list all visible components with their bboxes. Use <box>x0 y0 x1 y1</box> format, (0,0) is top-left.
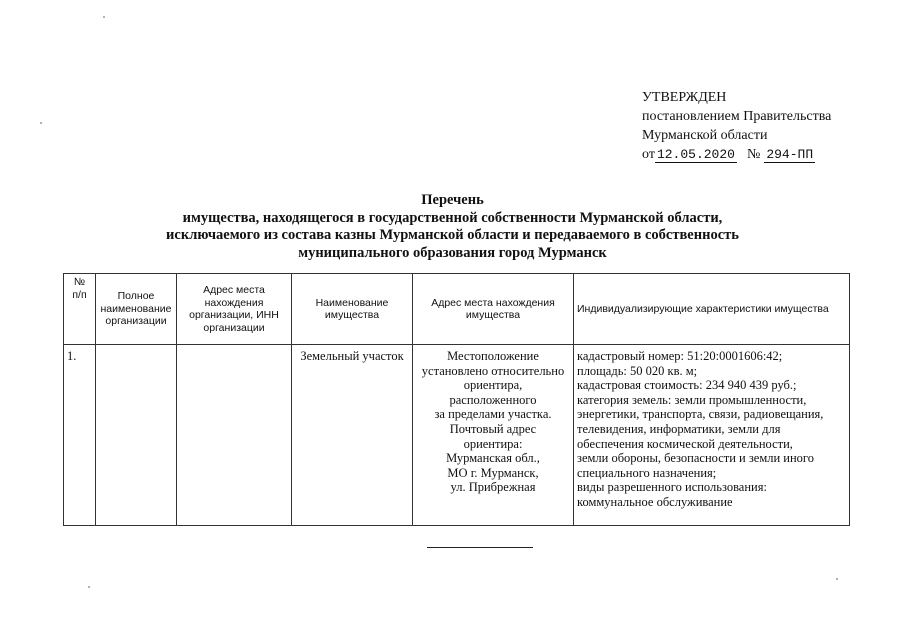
approval-region-line: Мурманской области <box>642 128 768 143</box>
address-line: Почтовый адрес <box>449 421 537 436</box>
characteristic-line: виды разрешенного использования: <box>577 480 767 495</box>
approval-stamp <box>642 88 831 164</box>
row-org-name <box>96 345 177 526</box>
scan-speck <box>103 16 105 18</box>
row-characteristics <box>574 345 850 526</box>
approval-number: 294-ПП <box>766 147 814 162</box>
characteristic-line: специального назначения; <box>577 465 717 480</box>
header-org-address: Адрес места нахождения организации, ИНН организации <box>177 274 292 345</box>
address-line: расположенного <box>449 392 537 407</box>
characteristic-line: площадь: 50 020 кв. м; <box>577 363 698 378</box>
header-num-sign: № <box>73 276 86 288</box>
address-line: ориентира, <box>463 378 523 393</box>
approval-date-number-line <box>642 145 831 164</box>
approval-heading: УТВЕРЖДЕН <box>642 90 727 105</box>
address-line: Мурманская обл., <box>446 451 540 466</box>
address-line: МО г. Мурманск, <box>447 465 539 480</box>
characteristic-line: кадастровая стоимость: 234 940 439 руб.; <box>577 378 797 393</box>
address-line: за пределами участка. <box>434 407 552 422</box>
approval-number-sign: № <box>746 147 761 162</box>
scan-speck <box>40 122 42 124</box>
header-property-address: Адрес места нахождения имущества <box>413 274 574 345</box>
title-line-1: Перечень <box>421 192 484 208</box>
address-line: ориентира: <box>463 436 523 451</box>
address-line: ул. Прибрежная <box>450 480 536 495</box>
characteristic-line: земли обороны, безопасности и земли иного <box>577 451 814 466</box>
table-header-row <box>64 274 850 345</box>
approval-decree-line: постановлением Правительства <box>642 109 832 124</box>
row-org-address <box>177 345 292 526</box>
characteristic-line: телевидения, информатики, земли для <box>577 421 781 436</box>
table-row <box>64 345 850 526</box>
row-property-address <box>413 345 574 526</box>
characteristic-line: кадастровый номер: 51:20:0001606:42; <box>577 349 783 363</box>
header-num-abbr: п/п <box>72 288 87 301</box>
address-line: Местоположение <box>447 349 539 363</box>
property-table <box>63 273 850 526</box>
characteristic-line: категория земель: земли промышленности, <box>577 392 807 407</box>
title-line-3: исключаемого из состава казны Мурманской области и передаваемого в собственность <box>166 227 739 243</box>
title-line-2: имущества, находящегося в государственной собственности Мурманской области, <box>182 209 723 226</box>
row-num: 1. <box>64 345 96 526</box>
header-characteristics: Индивидуализирующие характеристики имущества <box>574 274 850 345</box>
characteristic-line: обеспечения космической деятельности, <box>577 436 793 451</box>
scan-speck <box>836 578 838 580</box>
header-org-name: Полное наименование организации <box>96 274 177 345</box>
title-line-4: муниципального образования город Мурманск <box>298 244 607 261</box>
characteristic-line: коммунальное обслуживание <box>577 494 733 509</box>
document-title <box>0 192 905 262</box>
address-line: установлено относительно <box>421 363 565 378</box>
header-property-name: Наименование имущества <box>292 274 413 345</box>
end-of-document-rule <box>427 547 533 548</box>
scan-speck <box>88 586 90 588</box>
characteristic-line: энергетики, транспорта, связи, радиовещания, <box>577 407 824 422</box>
approval-date: 12.05.2020 <box>656 147 735 162</box>
approval-date-prefix: от <box>642 147 655 162</box>
row-property-name: Земельный участок <box>292 345 413 526</box>
header-num <box>64 274 96 345</box>
